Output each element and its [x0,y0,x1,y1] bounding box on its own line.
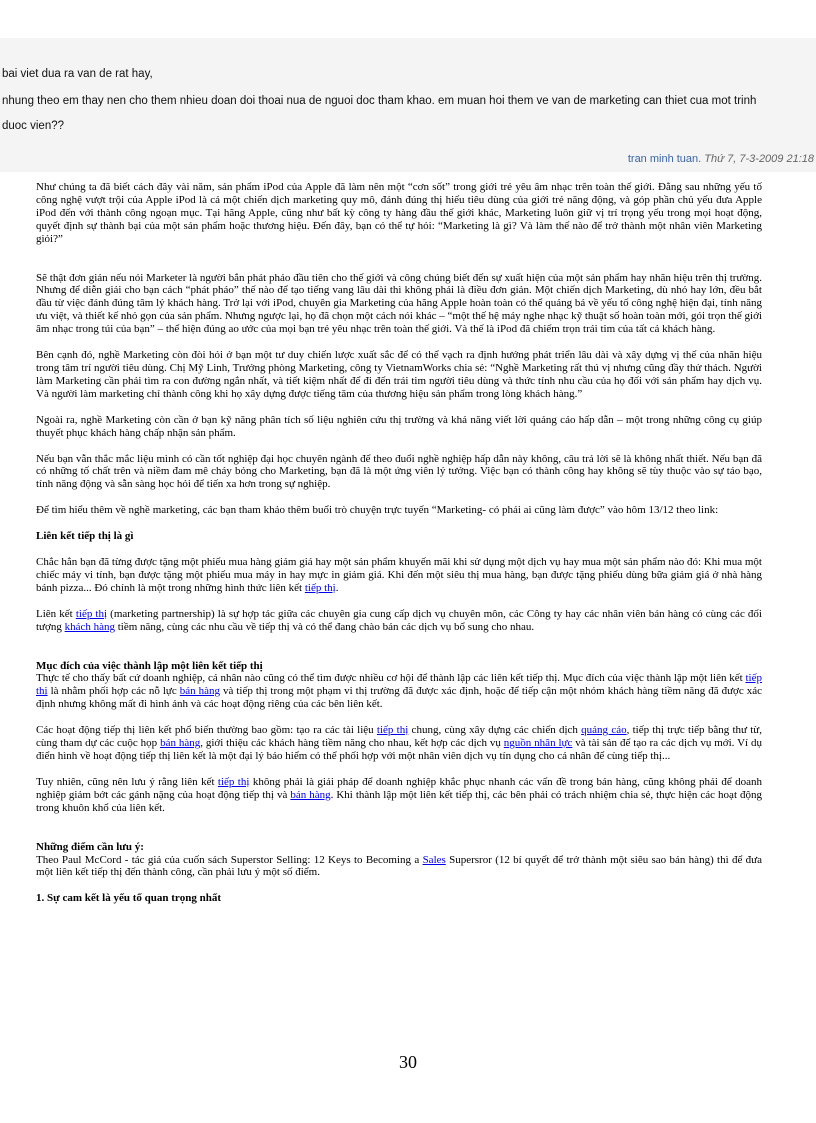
paragraph [36,776,762,815]
paragraph [36,724,762,763]
page-number: 30 [399,1052,417,1072]
paragraph: Như chúng ta đã biết cách đây vài năm, sản phẩm iPod của Apple đã làm nên một “cơn sốt” trong giới trẻ yêu âm nhạc trên toàn thế giới. Đằng sau những yếu tố công nghệ vượt trội của Apple iPod là cả một chiến dịch marketing quy mô, đánh đúng thị hiếu tiêu dùng của giới trẻ năng động, và góp phần chủ yếu đưa Apple iPod đến với thành công ngoạn mục. Tại hãng Apple, cũng như bất kỳ công ty hàng đầu thế giới khác, Marketing luôn giữ vị trí trọng yếu trong mọi hoạt động, quyết định sự thành bại của một sản phẩm hoặc thương hiệu. Đến đây, bạn có thể tự hỏi: “Marketing là gì? Và làm thế nào để trở thành một nhân viên Marketing giỏi?” [36,181,762,245]
link-ban-hang[interactable]: bán hàng [160,737,201,750]
paragraph: Nếu bạn vẫn thắc mắc liệu mình có cần tốt nghiệp đại học chuyên ngành để theo đuổi nghề nghiệp hấp dẫn này không, câu trả lời sẽ là không nhất thiết. Nếu bạn đã có những tố chất trên và niềm đam mê cháy bỏng cho Marketing, bạn đã là một ứng viên lý tưởng. Việc bạn có thành công hay không sẽ tùy thuộc vào sự táo bạo, tính năng động và sẵn sàng học hỏi để tiến xa hơn trong sự nghiệp. [36,452,762,491]
text: Theo Paul McCord - tác giả của cuốn sách Superstor Selling: 12 Keys to Becoming a [36,853,423,866]
section-heading: Những điểm cần lưu ý: [36,840,144,853]
text: Tuy nhiên, cũng nên lưu ý rằng liên kết [36,775,218,788]
link-tiep-thi[interactable]: tiếp thị [304,581,336,594]
paragraph: Chắc hẳn bạn đã từng được tặng một phiếu mua hàng giảm giá hay một sản phẩm khuyến mãi khi sử dụng một dịch vụ hay mua một sản phẩm nào đó: Khi mua một chiếc máy vi tính, bạn được tặng một phiếu mua máy in hay mực in giảm giá. Khi đến một siêu thị mua hàng, bạn được tặng phiếu dùng bữa giảm giá ở nhà hàng bánh pizza... Đó chính là một trong những hình thức liên kết tiếp thị. [36,556,762,594]
paragraph [36,672,762,711]
text: tiềm năng, cùng các nhu cầu về tiếp thị và có thể đang chào bán các dịch vụ bổ sung cho nhau. [115,620,535,633]
text: Supersror (12 bí quyết để trở thành một siêu sao bán hàng) thì để đưa một liên kết tiếp thị đến thành công, cần phải lưu ý một số điểm. [36,853,763,879]
text: Các hoạt động tiếp thị liên kết phổ biến thường bao gồm: tạo ra các tài liệu [36,724,377,737]
comment-line: bai viet dua ra van de rat hay, [2,68,153,80]
paragraph: Để tìm hiểu thêm về nghề marketing, các bạn tham khảo thêm buổi trò chuyện trực tuyến “Marketing- có phải ai cũng làm được” vào hôm 13/12 theo link: [36,504,719,517]
text: là nhằm phối hợp các nỗ lực [47,685,180,698]
text: Chắc hẳn bạn đã từng được tặng một phiếu mua hàng giảm giá hay một sản phẩm khuyến mãi khi sử dụng một dịch vụ hay mua một sản phẩm nào đó: Khi mua một chiếc máy vi tính, bạn được tặng một phiếu mua máy in hay mực in giảm giá. Khi đến một siêu thị mua hàng, bạn được tặng phiếu dùng bữa giảm giá ở nhà hàng bánh pizza... Đó chính là một trong những hình thức liên kết [36,556,762,594]
text: chung, cùng xây dựng các chiến dịch [408,724,582,737]
link-ban-hang[interactable]: bán hàng [290,788,331,801]
paragraph [36,854,762,880]
link-tiep-thi[interactable]: tiếp thị [376,724,409,737]
link-nguon-nhan-luc[interactable]: nguồn nhân lực [503,737,573,750]
paragraph: Ngoài ra, nghề Marketing còn cần ở bạn kỹ năng phân tích số liệu nghiên cứu thị trường và khả năng viết lời quảng cáo hấp dẫn – một trong những công cụ giúp thuyết phục khách hàng chấp nhận sản phẩm. [36,413,762,439]
text: và tài sản để tạo ra các dịch vụ mới. Ví dụ điển hình về hoạt động tiếp thị liên kết là một đại lý bảo hiểm có thể phối hợp với một nhân viên dịch vụ tín dụng cho cá nhân để cùng tiếp thị... [36,737,762,762]
text: . Khi thành lập một liên kết tiếp thị, các bên phải có trách nhiệm chia sẻ, thực hiện các hoạt động trong khuôn khổ của liên kết. [36,788,762,814]
section-heading: Mục đích của việc thành lập một liên kết tiếp thị [36,659,263,672]
link-tiep-thi[interactable]: tiếp thị [36,672,762,698]
link-tiep-thi[interactable]: tiếp thị [217,775,250,788]
text: không phải là giải pháp để doanh nghiệp khắc phục nhanh các vấn đề trong bán hàng, cũng không phải để doanh nghiệp giảm bớt các gánh nặng của hoạt động tiếp thị và [36,775,762,801]
paragraph [36,608,762,634]
comment-line: duoc vien?? [2,120,65,132]
text: Liên kết [36,607,76,620]
comment-line: nhung theo em thay nen cho them nhieu doan doi thoai nua de nguoi doc tham khao. em muan hoi them ve van de marketing can thiet cua mot trinh [2,95,757,107]
link-quang-cao[interactable]: quảng cáo [581,724,627,737]
link-ban-hang[interactable]: bán hàng [179,685,221,698]
text: và tiếp thị trong một phạm vi thị trường đã được xác định, hoặc để tiếp cận một nhóm khách hàng tiềm năng đã được xác định nhưng không mất đi hình ảnh và các hoạt động riêng của các bên liên kết. [36,685,762,711]
article-body [36,181,762,918]
link-tiep-thi[interactable]: tiếp thị [75,607,108,620]
text: (marketing partnership) là sự hợp tác giữa các chuyên gia cung cấp dịch vụ chuyên môn, các Công ty hay các nhân viên bán hàng có cùng các đối tượng [36,607,762,633]
text: , tiếp thị trực tiếp bằng thư từ, cùng tham dự các cuộc họp [36,724,763,750]
section-heading: 1. Sự cam kết là yếu tố quan trọng nhất [36,892,222,905]
comment-author-link[interactable]: tran minh tuan. [627,153,702,165]
paragraph: Sẽ thật đơn giản nếu nói Marketer là người bắn phát pháo đầu tiên cho thế giới và công chúng biết đến sự xuất hiện của một sản phẩm hay nhãn hiệu trên thị trường. Nhưng để diễn giải cho bạn cách “phát pháo” thế nào để tạo tiếng vang lâu dài thì không phải là điều đơn giản. Một chiến dịch Marketing, dù nhỏ hay lớn, đều bắt đầu từ việc đánh đúng tâm lý khách hàng. Trở lại với iPod, chuyên gia Marketing của hãng Apple hoàn toàn có thể quảng bá về yếu tố công nghệ hiện đại, tính năng ưu việt, và thiết kế nhỏ gọn của sản phẩm. Nhưng ngược lại, họ đã chọn một cách nói khác – “một thế hệ máy nghe nhạc kỹ thuật số hoàn toàn mới, gói trọn thế giới âm nhạc trong túi của bạn” – thể hiện đúng ao ước của mọi bạn trẻ yêu nhạc trên toàn thế giới. Và thế là iPod đã chiếm trọn trái tim của tất cả khách hàng. [36,271,762,336]
comment-meta [628,153,814,165]
section-heading: Liên kết tiếp thị là gì [36,530,134,543]
text: Thực tế cho thấy bất cứ doanh nghiệp, cá nhân nào cũng có thể tìm được nhiều cơ hội để thành lập các liên kết tiếp thị. Mục đích của việc thành lập một liên kết [36,672,746,685]
comment-box [0,38,816,172]
text: , giới thiệu các khách hàng tiềm năng cho nhau, kết hợp các dịch vụ [200,737,504,750]
link-sales[interactable]: Sales [422,853,446,866]
link-khach-hang[interactable]: khách hàng [64,620,115,633]
comment-date: Thứ 7, 7-3-2009 21:18 [704,153,814,165]
paragraph: Bên cạnh đó, nghề Marketing còn đòi hỏi ở bạn một tư duy chiến lược xuất sắc để có thể vạch ra định hướng phát triển lâu dài và xây dựng vị thế của nhãn hiệu trong tâm trí người tiêu dùng. Chị Mỹ Linh, Trưởng phòng Marketing, công ty VietnamWorks chia sẻ: “Nghề Marketing rất thú vị nhưng cũng đầy thử thách. Người làm Marketing cần phải tìm ra con đường ngắn nhất, và tiết kiệm nhất để đi đến trái tim người tiêu dùng và thức tỉnh nhu cầu của họ đối với sản phẩm hay dịch vụ. Và người làm marketing chỉ thành công khi họ xây dựng được tiếng tăm của thương hiệu sản phẩm trong lòng khách hàng.” [36,349,762,400]
